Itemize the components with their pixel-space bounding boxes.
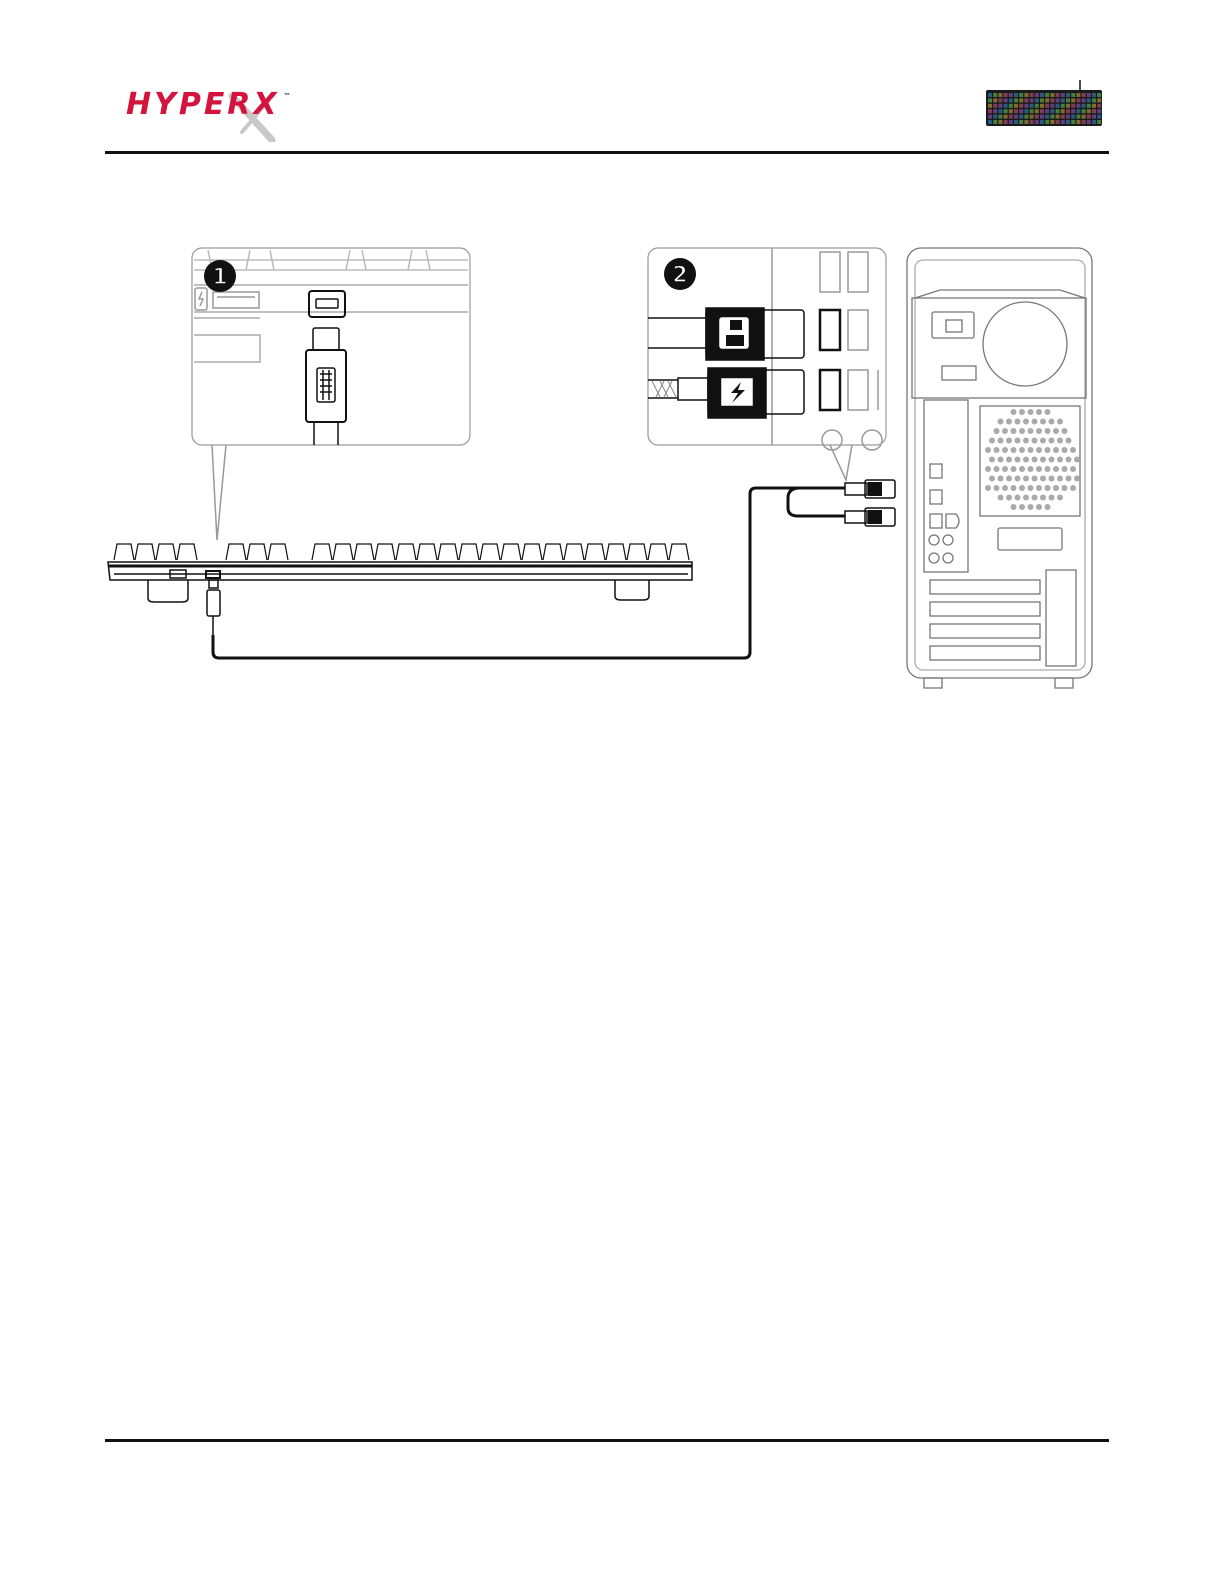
thumbnail-key — [1076, 104, 1080, 108]
fan-hole — [1019, 485, 1025, 491]
thumbnail-key — [1045, 98, 1049, 102]
fan-hole — [1028, 504, 1034, 510]
fan-hole — [998, 419, 1004, 425]
fan-hole — [1053, 485, 1059, 491]
thumbnail-key — [1045, 120, 1049, 124]
thumbnail-key — [1092, 93, 1096, 97]
fan-hole — [1032, 476, 1038, 482]
fan-hole — [1002, 466, 1008, 472]
thumbnail-key — [1024, 93, 1028, 97]
fan-hole — [1062, 428, 1068, 434]
thumbnail-key — [1024, 115, 1028, 119]
thumbnail-key — [1030, 98, 1034, 102]
fan-hole — [1023, 495, 1029, 501]
fan-hole — [1066, 476, 1072, 482]
fan-hole — [1036, 466, 1042, 472]
fan-hole — [1045, 428, 1051, 434]
fan-hole — [1070, 447, 1076, 453]
fan-hole — [1053, 428, 1059, 434]
fan-hole — [1040, 457, 1046, 463]
thumbnail-key — [1019, 120, 1023, 124]
fan-hole — [994, 466, 1000, 472]
thumbnail-key — [1019, 104, 1023, 108]
thumbnail-key — [1087, 109, 1091, 113]
fan-hole — [989, 438, 995, 444]
thumbnail-key — [1082, 120, 1086, 124]
thumbnail-key — [998, 98, 1002, 102]
fan-hole — [1057, 495, 1063, 501]
fan-hole — [1023, 476, 1029, 482]
fan-hole — [1028, 485, 1034, 491]
thumbnail-key — [1061, 93, 1065, 97]
thumbnail-key — [1030, 93, 1034, 97]
fan-hole — [1032, 495, 1038, 501]
thumbnail-key — [1092, 115, 1096, 119]
step-1-number: 1 — [212, 265, 228, 290]
thumbnail-key — [1009, 104, 1013, 108]
fan-hole — [1011, 485, 1017, 491]
thumbnail-key — [1040, 93, 1044, 97]
fan-hole — [1040, 438, 1046, 444]
thumbnail-key — [988, 93, 992, 97]
fan-hole — [1006, 476, 1012, 482]
trademark-symbol: ™ — [284, 93, 290, 99]
fan-hole — [1019, 504, 1025, 510]
fan-hole — [994, 428, 1000, 434]
fan-hole — [989, 476, 995, 482]
thumbnail-key — [1061, 115, 1065, 119]
thumbnail-key — [1061, 98, 1065, 102]
thumbnail-key — [1030, 115, 1034, 119]
thumbnail-key — [1030, 120, 1034, 124]
pc-tower-icon — [907, 248, 1092, 688]
thumbnail-key — [1056, 93, 1060, 97]
fan-hole — [998, 457, 1004, 463]
thumbnail-key — [1040, 115, 1044, 119]
keycap — [114, 544, 134, 560]
fan-hole — [1074, 457, 1080, 463]
thumbnail-key — [1066, 115, 1070, 119]
fan-hole — [1032, 419, 1038, 425]
fan-hole — [1074, 476, 1080, 482]
fan-hole — [1049, 419, 1055, 425]
thumbnail-key — [1056, 98, 1060, 102]
thumbnail-key — [1076, 120, 1080, 124]
fan-hole — [1015, 495, 1021, 501]
thumbnail-key — [1066, 98, 1070, 102]
fan-hole — [1053, 447, 1059, 453]
fan-hole — [1023, 457, 1029, 463]
fan-hole — [1066, 438, 1072, 444]
fan-hole — [1062, 447, 1068, 453]
fan-hole — [1062, 466, 1068, 472]
thumbnail-key — [1019, 98, 1023, 102]
thumbnail-key — [993, 98, 997, 102]
thumbnail-key — [998, 104, 1002, 108]
thumbnail-key — [1087, 93, 1091, 97]
thumbnail-key — [1045, 104, 1049, 108]
thumbnail-key — [1050, 104, 1054, 108]
keycap — [417, 544, 437, 560]
fan-hole — [994, 447, 1000, 453]
fan-hole — [1028, 447, 1034, 453]
fan-hole — [998, 495, 1004, 501]
fan-hole — [1015, 438, 1021, 444]
fan-hole — [1002, 447, 1008, 453]
fan-hole — [1049, 438, 1055, 444]
thumbnail-key — [1061, 104, 1065, 108]
fan-hole — [1019, 447, 1025, 453]
thumbnail-key — [1009, 98, 1013, 102]
thumbnail-key — [1092, 98, 1096, 102]
thumbnail-key — [1014, 115, 1018, 119]
thumbnail-key — [998, 115, 1002, 119]
fan-hole — [1070, 466, 1076, 472]
thumbnail-key — [1004, 93, 1008, 97]
thumbnail-key — [1040, 120, 1044, 124]
thumbnail-key — [1071, 115, 1075, 119]
usb-data-icon — [720, 318, 748, 348]
keyboard-side-view — [108, 544, 692, 640]
thumbnail-key — [1014, 120, 1018, 124]
fan-hole — [1070, 485, 1076, 491]
fan-hole — [1036, 485, 1042, 491]
thumbnail-key — [1071, 109, 1075, 113]
fan-hole — [1015, 476, 1021, 482]
thumbnail-key — [1066, 104, 1070, 108]
thumbnail-key — [1082, 104, 1086, 108]
fan-hole — [1049, 457, 1055, 463]
thumbnail-key — [1009, 115, 1013, 119]
thumbnail-key — [1082, 93, 1086, 97]
fan-hole — [1015, 457, 1021, 463]
keycap — [226, 544, 246, 560]
fan-hole — [1036, 447, 1042, 453]
keycap — [375, 544, 395, 560]
fan-hole — [1002, 485, 1008, 491]
thumbnail-key — [1035, 93, 1039, 97]
thumbnail-key — [1056, 104, 1060, 108]
thumbnail-key — [1097, 104, 1101, 108]
hyperx-logo — [124, 88, 300, 142]
logo-wordmark: HYPERX — [126, 88, 280, 122]
thumbnail-key — [1097, 120, 1101, 124]
thumbnail-key — [1030, 104, 1034, 108]
thumbnail-key — [1019, 115, 1023, 119]
keycap — [177, 544, 197, 560]
keycap — [543, 544, 563, 560]
keycap — [333, 544, 353, 560]
thumbnail-key — [1014, 109, 1018, 113]
thumbnail-key — [993, 109, 997, 113]
thumbnail-key — [1035, 120, 1039, 124]
thumbnail-key — [1024, 98, 1028, 102]
header-divider — [105, 151, 1109, 154]
thumbnail-key — [1092, 104, 1096, 108]
thumbnail-key — [1071, 120, 1075, 124]
fan-hole — [1006, 438, 1012, 444]
fan-hole — [1006, 419, 1012, 425]
thumbnail-key — [1009, 93, 1013, 97]
fan-hole — [1023, 419, 1029, 425]
thumbnail-key — [1076, 109, 1080, 113]
fan-hole — [1045, 485, 1051, 491]
thumbnail-key — [1004, 115, 1008, 119]
keycap — [669, 544, 689, 560]
thumbnail-key — [1082, 98, 1086, 102]
fan-hole — [1040, 419, 1046, 425]
thumbnail-key — [1076, 93, 1080, 97]
keycap — [648, 544, 668, 560]
thumbnail-key — [998, 120, 1002, 124]
thumbnail-key — [1092, 120, 1096, 124]
thumbnail-key — [1097, 93, 1101, 97]
thumbnail-key — [1097, 109, 1101, 113]
connection-diagram — [100, 240, 1100, 700]
fan-hole — [1028, 466, 1034, 472]
thumbnail-key — [1097, 115, 1101, 119]
thumbnail-key — [1066, 120, 1070, 124]
thumbnail-key — [1092, 109, 1096, 113]
thumbnail-key — [1004, 104, 1008, 108]
fan-hole — [1045, 504, 1051, 510]
keycap — [564, 544, 584, 560]
fan-hole — [1057, 419, 1063, 425]
fan-hole — [1006, 495, 1012, 501]
thumbnail-key — [1061, 109, 1065, 113]
fan-hole — [1011, 409, 1017, 415]
fan-hole — [1049, 476, 1055, 482]
fan-hole — [1036, 409, 1042, 415]
thumbnail-key — [993, 120, 997, 124]
thumbnail-key — [1045, 115, 1049, 119]
inset-keyboard-ports — [192, 248, 470, 540]
keycap — [501, 544, 521, 560]
keycap — [312, 544, 332, 560]
thumbnail-key — [1050, 98, 1054, 102]
thumbnail-key — [1097, 98, 1101, 102]
thumbnail-key — [1035, 104, 1039, 108]
footer-divider — [105, 1439, 1109, 1442]
keycap — [438, 544, 458, 560]
fan-hole — [1028, 409, 1034, 415]
thumbnail-key — [1024, 104, 1028, 108]
lightning-power-icon — [722, 379, 752, 405]
thumbnail-key — [1066, 93, 1070, 97]
thumbnail-key — [1035, 98, 1039, 102]
thumbnail-key — [1040, 109, 1044, 113]
keycap — [268, 544, 288, 560]
thumbnail-key — [1009, 109, 1013, 113]
thumbnail-key — [1050, 115, 1054, 119]
thumbnail-key — [998, 93, 1002, 97]
thumbnail-key — [1024, 120, 1028, 124]
thumbnail-key — [1076, 98, 1080, 102]
fan-hole — [1040, 476, 1046, 482]
thumbnail-key — [1014, 98, 1018, 102]
keycap — [396, 544, 416, 560]
keycap — [627, 544, 647, 560]
thumbnail-key — [1030, 109, 1034, 113]
keyboard-thumbnail-image — [984, 78, 1104, 128]
fan-hole — [985, 466, 991, 472]
thumbnail-key — [1035, 109, 1039, 113]
fan-hole — [1019, 428, 1025, 434]
thumbnail-key — [1071, 93, 1075, 97]
thumbnail-key — [1066, 109, 1070, 113]
fan-hole — [1057, 438, 1063, 444]
fan-hole — [1028, 428, 1034, 434]
keycap — [459, 544, 479, 560]
fan-hole — [1019, 466, 1025, 472]
fan-hole — [1011, 466, 1017, 472]
fan-hole — [994, 485, 1000, 491]
thumbnail-key — [1050, 93, 1054, 97]
keycap — [354, 544, 374, 560]
thumbnail-key — [1050, 109, 1054, 113]
fan-hole — [989, 457, 995, 463]
fan-hole — [998, 438, 1004, 444]
thumbnail-key — [1050, 120, 1054, 124]
fan-hole — [1057, 476, 1063, 482]
keycap — [247, 544, 267, 560]
fan-hole — [1036, 428, 1042, 434]
thumbnail-key — [1087, 115, 1091, 119]
thumbnail-key — [1082, 115, 1086, 119]
thumbnail-key — [1056, 109, 1060, 113]
thumbnail-key — [1035, 115, 1039, 119]
thumbnail-key — [1071, 98, 1075, 102]
thumbnail-key — [1014, 104, 1018, 108]
keycap — [585, 544, 605, 560]
thumbnail-key — [1045, 109, 1049, 113]
fan-hole — [1045, 466, 1051, 472]
thumbnail-key — [1004, 120, 1008, 124]
thumbnail-key — [1024, 109, 1028, 113]
fan-hole — [1002, 428, 1008, 434]
fan-hole — [1045, 409, 1051, 415]
thumbnail-key — [1045, 93, 1049, 97]
thumbnail-key — [1004, 98, 1008, 102]
thumbnail-key — [1087, 104, 1091, 108]
keycap — [606, 544, 626, 560]
fan-hole — [1023, 438, 1029, 444]
fan-hole — [1011, 447, 1017, 453]
thumbnail-key — [1076, 115, 1080, 119]
fan-hole — [985, 485, 991, 491]
fan-hole — [1006, 457, 1012, 463]
thumbnail-key — [988, 104, 992, 108]
fan-hole — [1032, 438, 1038, 444]
thumbnail-key — [988, 109, 992, 113]
step-2-number: 2 — [672, 263, 688, 288]
fan-hole — [1049, 495, 1055, 501]
thumbnail-key — [1004, 109, 1008, 113]
fan-hole — [1062, 485, 1068, 491]
thumbnail-key — [1014, 93, 1018, 97]
thumbnail-key — [1040, 98, 1044, 102]
fan-hole — [998, 476, 1004, 482]
thumbnail-key — [1019, 93, 1023, 97]
fan-hole — [1032, 457, 1038, 463]
keycap — [480, 544, 500, 560]
fan-hole — [1019, 409, 1025, 415]
thumbnail-key — [1087, 98, 1091, 102]
fan-hole — [1011, 428, 1017, 434]
fan-hole — [1040, 495, 1046, 501]
thumbnail-key — [1056, 115, 1060, 119]
fan-hole — [985, 447, 991, 453]
keycap — [156, 544, 176, 560]
thumbnail-key — [1082, 109, 1086, 113]
fan-hole — [1036, 504, 1042, 510]
thumbnail-key — [1040, 104, 1044, 108]
keycap — [135, 544, 155, 560]
fan-hole — [1045, 447, 1051, 453]
thumbnail-key — [993, 104, 997, 108]
thumbnail-key — [988, 98, 992, 102]
thumbnail-key — [988, 120, 992, 124]
thumbnail-key — [993, 93, 997, 97]
thumbnail-key — [1071, 104, 1075, 108]
keycap — [522, 544, 542, 560]
thumbnail-key — [1061, 120, 1065, 124]
fan-hole — [1066, 457, 1072, 463]
thumbnail-key — [1056, 120, 1060, 124]
thumbnail-key — [1019, 109, 1023, 113]
thumbnail-key — [1009, 120, 1013, 124]
thumbnail-key — [993, 115, 997, 119]
fan-hole — [1011, 504, 1017, 510]
thumbnail-key — [998, 109, 1002, 113]
fan-hole — [1053, 466, 1059, 472]
fan-hole — [1015, 419, 1021, 425]
fan-hole — [1057, 457, 1063, 463]
thumbnail-key — [1087, 120, 1091, 124]
thumbnail-key — [988, 115, 992, 119]
